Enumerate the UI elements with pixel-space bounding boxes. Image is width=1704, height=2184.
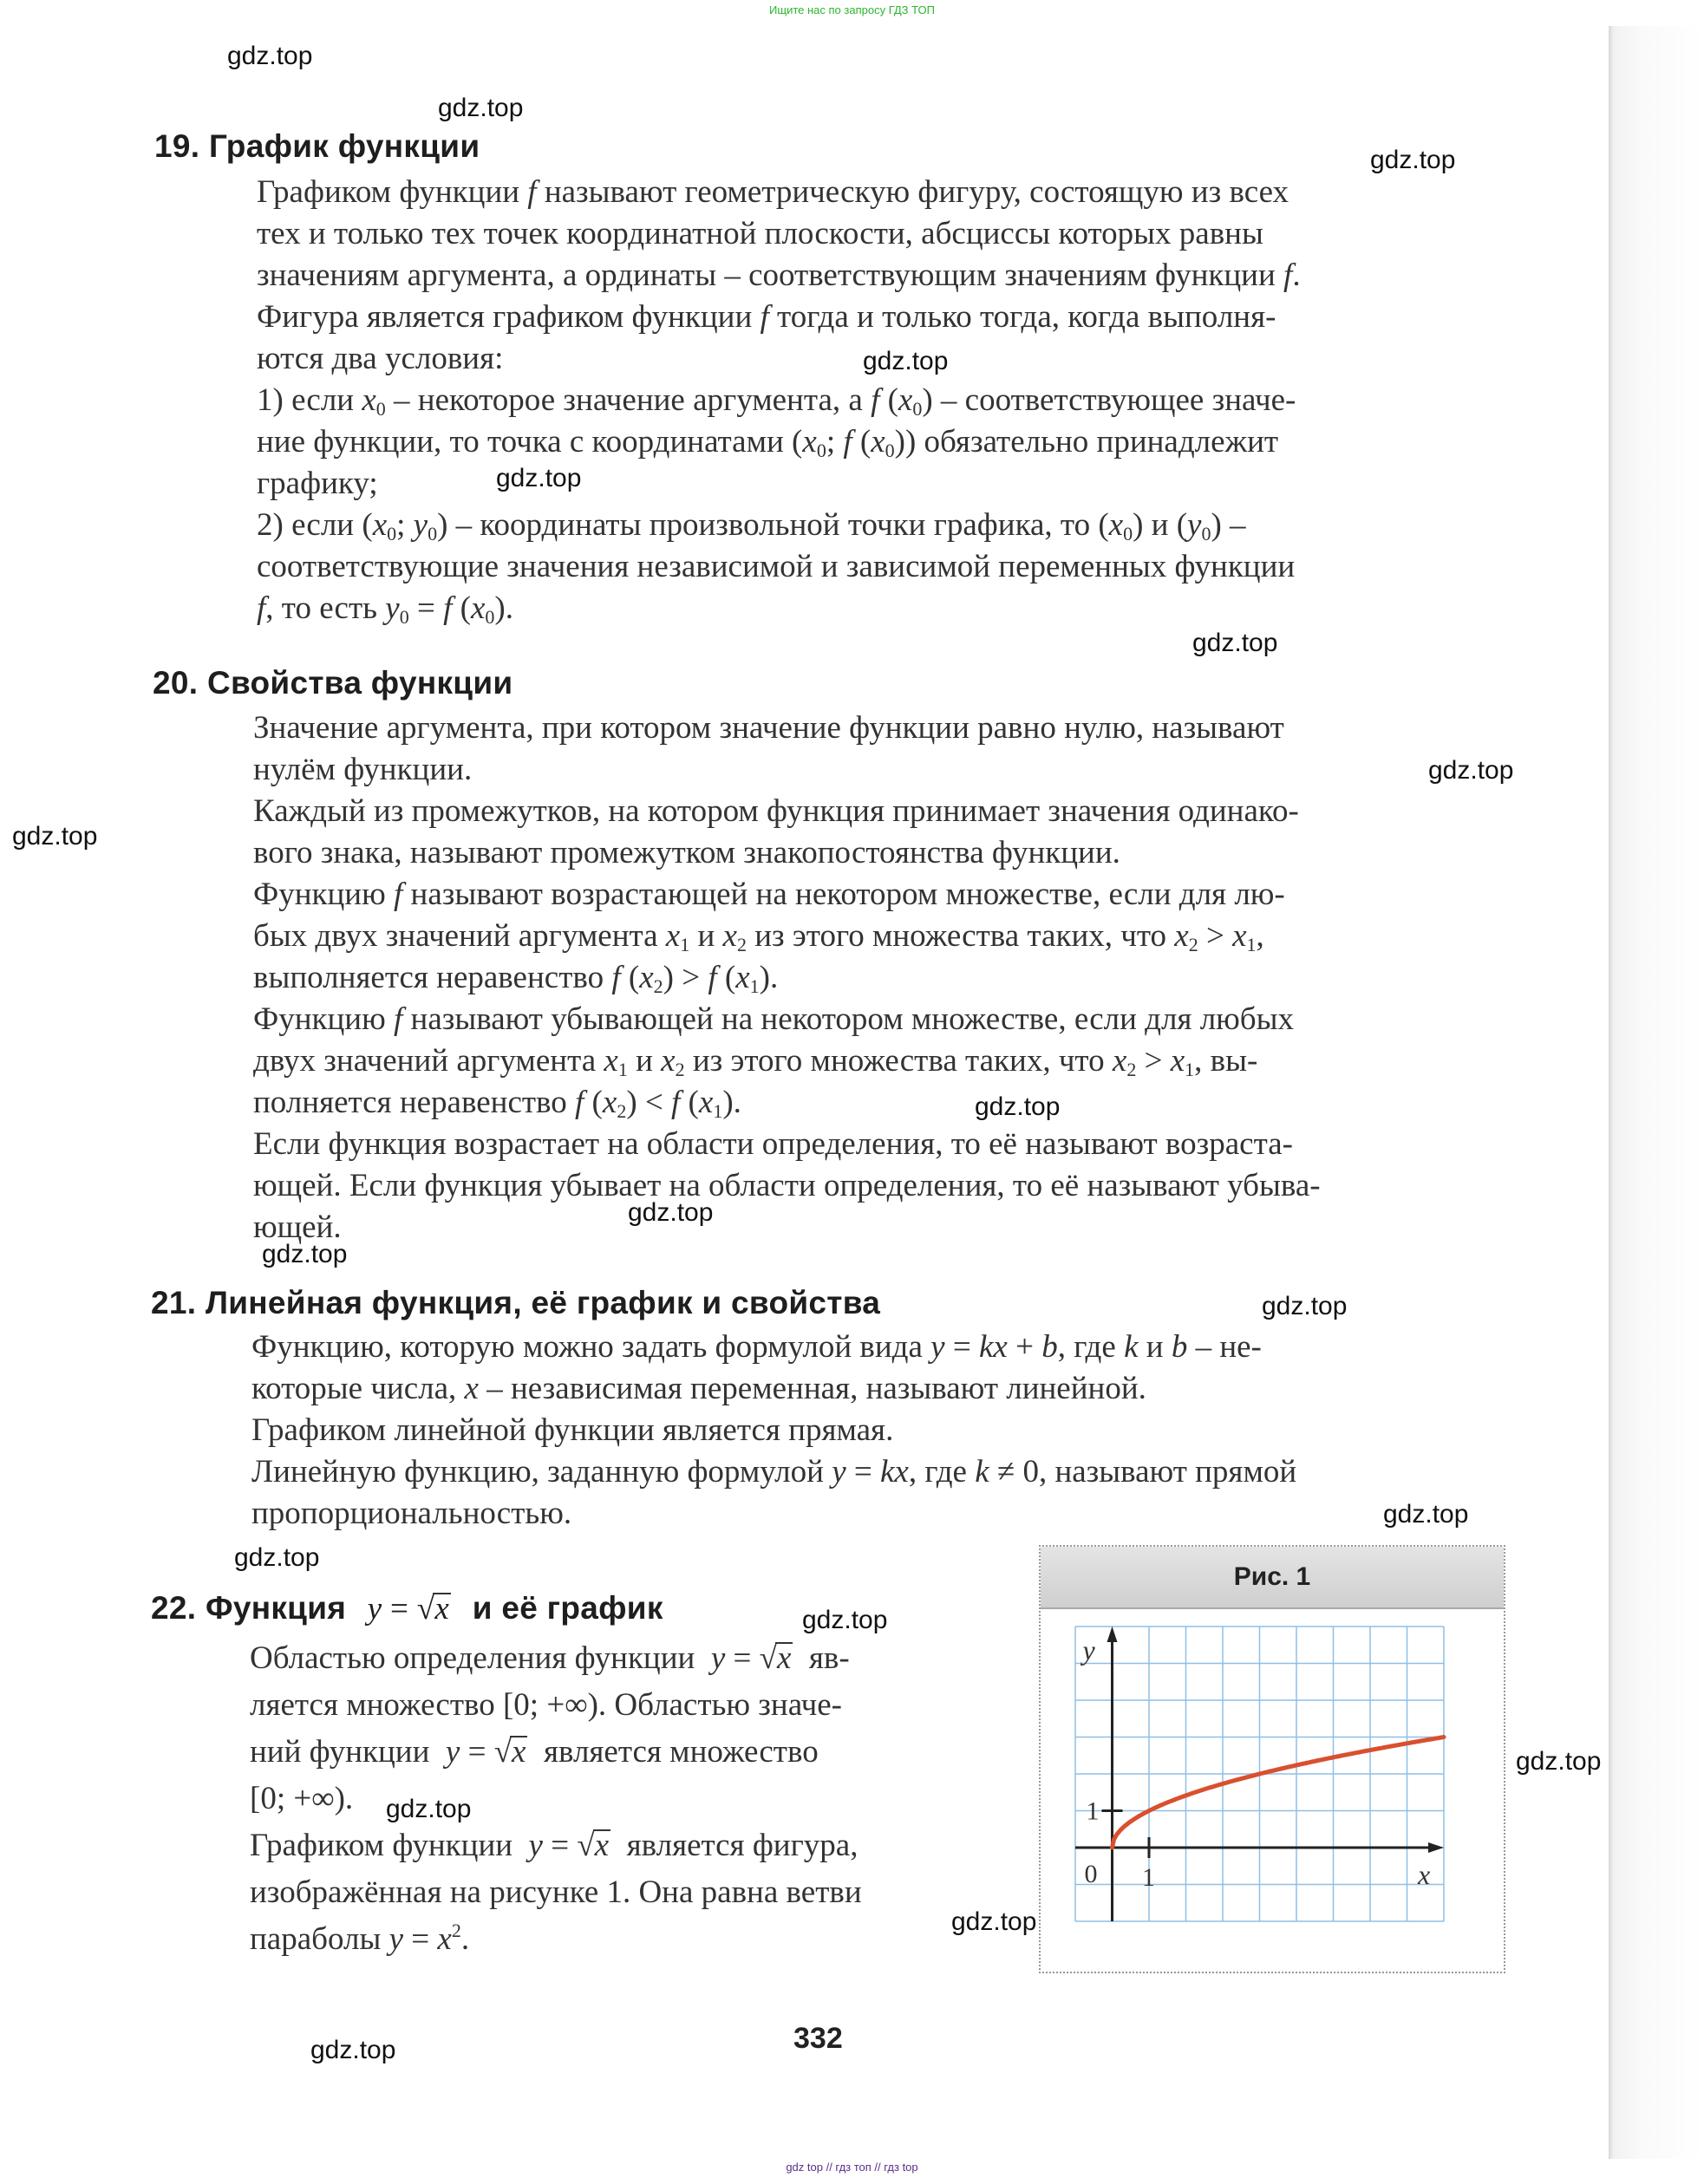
text-line: Графиком функции f называют геометрическую фигуру, состоящую из всех [257,174,1289,210]
section-number: 22. [151,1590,197,1626]
watermark: gdz.top [863,347,949,375]
x-axis-arrow [1428,1842,1444,1853]
watermark: gdz.top [1370,146,1456,174]
page-edge-shadow [1609,26,1704,2159]
text-line: Функцию f называют убывающей на некотором множестве, если для любых [253,1001,1294,1037]
text-line: ющей. [253,1209,342,1245]
section-body-22 [250,1635,987,1963]
text-line: вого знака, называют промежутком знакопостоянства функции. [253,835,1120,870]
figure-1 [1039,1545,1505,1973]
watermark: gdz.top [234,1543,320,1572]
section-title: График функции [208,128,480,164]
top-banner: Ищите нас по запросу ГДЗ ТОП [769,3,935,16]
watermark: gdz.top [262,1240,348,1268]
x-tick-label: 1 [1142,1863,1155,1892]
text-line: Значение аргумента, при котором значение функции равно нулю, называют [253,710,1284,746]
section-title: Свойства функции [206,665,513,701]
section-body-21 [251,1327,1504,1535]
watermark: gdz.top [438,94,524,122]
section-heading-21 [151,1285,880,1321]
text-line: Графиком функции y = √x является фигура, [250,1828,859,1863]
page-number: 332 [793,2022,843,2055]
section-heading-22 [151,1590,663,1627]
text-line: ющей. Если функция убывает на области определения, то её называют убыва- [253,1168,1321,1203]
watermark: gdz.top [1262,1292,1348,1320]
text-line: графику; [257,466,378,501]
y-axis-label: y [1082,1634,1095,1666]
bottom-banner: gdz top // гдз топ // гдз top [786,2161,918,2174]
text-line: f, то есть $y_0 = f$ $(x_0)$. [257,590,513,628]
text-line: тех и только тех точек координатной плоскости, абсциссы которых равны [257,216,1263,251]
text-line: 2) если ($x_0$; $y_0$) – координаты произвольной точки графика, то $(x_0)$ и $(y_0)$ – [257,507,1246,544]
watermark: gdz.top [951,1907,1037,1936]
text-line: 1) если $x_0$ – некоторое значение аргумента, а f $(x_0)$ – соответствующее значе- [257,382,1296,420]
text-line: Линейную функцию, заданную формулой y = kx, где k ≠ 0, называют прямой [251,1454,1297,1490]
section-heading-20 [153,665,513,701]
origin-label: 0 [1084,1860,1098,1888]
section-number: 21. [151,1285,197,1320]
section-title-suffix: и её график [472,1590,663,1626]
text-line: нулём функции. [253,752,473,787]
figure-caption: Рис. 1 [1041,1547,1504,1609]
watermark: gdz.top [1428,756,1514,785]
watermark: gdz.top [802,1606,888,1634]
watermark: gdz.top [1192,629,1278,657]
watermark: gdz.top [975,1092,1061,1121]
text-line: Функцию f называют возрастающей на некотором множестве, если для лю- [253,877,1285,912]
text-line: Областью определения функции y = √x яв- [250,1640,850,1676]
y-axis-arrow [1107,1627,1118,1642]
text-line: параболы $y = x^2$. [250,1920,470,1957]
text-line: ние функции, то точка с координатами ($x_0$; f $(x_0)$) обязательно принадлежит [257,424,1279,461]
watermark: gdz.top [1383,1500,1469,1529]
text-line: ляется множество [0; +∞). Областью значе- [250,1687,842,1723]
text-line: Функцию, которую можно задать формулой вида y = kx + b, где k и b – не- [251,1329,1262,1365]
section-body-20 [253,707,1507,1248]
text-line: полняется неравенство f $(x_2) < f$ $(x_1)$. [253,1085,741,1122]
text-line: Фигура является графиком функции f тогда и только тогда, когда выполня- [257,299,1276,335]
watermark: gdz.top [386,1795,472,1823]
text-line: Графиком линейной функции является прямая. [251,1412,894,1448]
text-line: Если функция возрастает на области определения, то её называют возраста- [253,1126,1293,1162]
text-line: выполняется неравенство f $(x_2) > f$ $(x_1)$. [253,960,779,997]
text-line: соответствующие значения независимой и зависимой переменных функции [257,549,1296,584]
text-line: изображённая на рисунке 1. Она равна ветви [250,1874,862,1910]
text-line: Каждый из промежутков, на котором функция принимает значения одинако- [253,793,1299,829]
watermark: gdz.top [496,464,582,492]
watermark: gdz.top [12,822,98,851]
text-line: ний функции y = √x является множество [250,1734,819,1770]
section-body-19 [257,172,1507,629]
watermark: gdz.top [628,1198,714,1227]
section-title-formula: y = √x [367,1591,450,1627]
section-heading-19 [154,128,480,165]
text-line: двух значений аргумента $x_1$ и $x_2$ из этого множества таких, что $x_2 > x_1$, вы- [253,1043,1258,1080]
text-line: [0; +∞). [250,1781,354,1816]
section-title-prefix: Функция [205,1590,347,1626]
watermark: gdz.top [310,2036,396,2064]
x-axis-label: x [1418,1859,1431,1890]
watermark: gdz.top [1516,1747,1602,1776]
section-number: 20. [153,665,199,701]
section-title: Линейная функция, её график и свойства [205,1285,881,1320]
text-line: значениям аргумента, а ординаты – соответствующим значениям функции f. [257,258,1301,293]
text-line: ются два условия: [257,341,504,376]
text-line: бых двух значений аргумента $x_1$ и $x_2$ из этого множества таких, что $x_2 > x_1$, [253,918,1264,955]
text-line: которые числа, x – независимая переменная, называют линейной. [251,1371,1146,1406]
section-number: 19. [154,128,200,164]
watermark: gdz.top [227,42,313,70]
text-line: пропорциональностью. [251,1496,572,1531]
sqrt-chart [1041,1609,1504,1972]
y-tick-label: 1 [1086,1796,1100,1826]
curve-sqrt-x [1113,1737,1445,1848]
